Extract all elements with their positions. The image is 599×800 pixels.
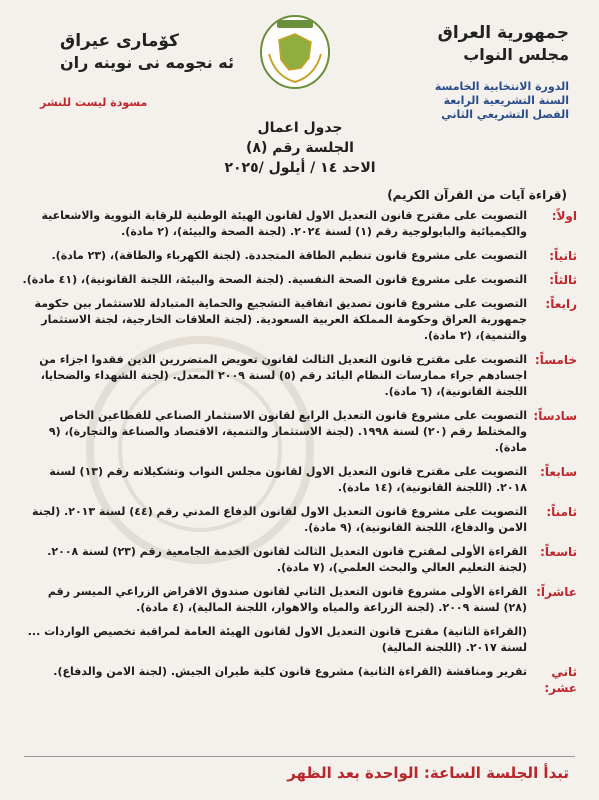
item-text: التصويت على مقترح قانون التعديل الاول لقانون الهيئة الوطنية للرقابة النووية والاشعاعية والكيميائية والبايولوجية رقم (١) لسنة ٢٠٢٤. (لجنة الصحة والبيئة)، (٢ مادة). (41, 209, 527, 238)
item-number: رابعاً: (545, 297, 577, 311)
country-name-kurdish: كۆمارى عيراق (60, 31, 179, 51)
item-text: التصويت على مقترح قانون التعديل الاول لقانون مجلس النواب وتشكيلاته رقم (١٣) لسنة ٢٠١٨. (اللجنة القانونية)، (١٤ مادة). (49, 465, 527, 494)
agenda-items (21, 208, 577, 704)
session-start-time: تبدأ الجلسة الساعة: الواحدة بعد الظهر (287, 764, 569, 782)
quran-recitation: (قراءة آيات من القرآن الكريم) (387, 188, 567, 202)
item-text: التصويت على مشروع قانون التعديل الاول لقانون الدفاع المدني رقم (٤٤) لسنة ٢٠١٣. (لجنة الامن والدفاع، اللجنة القانونية)، (٩ مادة). (31, 505, 527, 534)
item-number: ثامناً: (546, 505, 577, 519)
item-number: تاسعاً: (540, 545, 577, 559)
legislative-year: السنة التشريعية الرابعة (443, 94, 569, 107)
agenda-item (21, 584, 577, 616)
item-number: خامساً: (534, 353, 577, 367)
item-number: عاشراً: (536, 585, 577, 599)
agenda-heading (180, 118, 420, 178)
item-number: ثاني عشر: (544, 665, 577, 695)
agenda-title: جدول اعمال (257, 120, 343, 136)
item-text: التصويت على مشروع قانون تصديق اتفاقية التشجيع والحماية المتبادلة للاستثمار بين حكومة جمهورية العراق وحكومة المملكة العربية السعودية. (لجنة العلاقات الخارجية، لجنة الاستثمار والتنمية)، (٢ مادة). (34, 297, 527, 342)
item-text: القراءة الأولى لمقترح قانون التعديل الثالث لقانون الخدمة الجامعية رقم (٢٣) لسنة ٢٠٠٨. (لجنة التعليم العالي والبحث العلمي)، (٧ مادة). (47, 545, 527, 574)
agenda-item (21, 544, 577, 576)
agenda-item (21, 464, 577, 496)
header-left (60, 30, 260, 74)
item-text: التصويت على مقترح قانون التعديل الثالث لقانون تعويض المتضررين الذين فقدوا اجزاء من اجسادهم جراء ممارسات النظام البائد رقم (٥) لسنة ٢٠٠٩ المعدل. (لجنة الشهداء والضحايا، اللجنة القانونية)، (٦ مادة). (39, 353, 527, 398)
agenda-item (21, 352, 577, 400)
draft-label: مسودة ليست للنشر (40, 96, 148, 109)
item-number: ثانياً: (549, 249, 577, 263)
item-text: التصويت على مشروع قانون الصحة النفسية. (لجنة الصحة والبيئة، اللجنة القانونية)، (٤١ مادة). (22, 273, 527, 286)
session-number: الجلسة رقم (٨) (246, 140, 354, 156)
agenda-item (21, 624, 577, 656)
agenda-item (21, 208, 577, 240)
agenda-item (21, 272, 577, 288)
item-number: سابعاً: (540, 465, 577, 479)
agenda-item (21, 296, 577, 344)
header-right (369, 22, 569, 122)
electoral-cycle: الدورة الانتخابية الخامسة (434, 80, 569, 93)
item-text: تقرير ومناقشة (القراءة الثانية) مشروع قانون كلية طيران الجيش. (لجنة الامن والدفاع). (53, 665, 527, 678)
parliament-name-kurdish: ئه نجومه نى نوينه ران (60, 53, 234, 72)
agenda-item (21, 248, 577, 264)
item-text: التصويت على مشروع قانون تنظيم الطاقة المتجددة. (لجنة الكهرباء والطاقة)، (٢٣ مادة). (51, 249, 527, 262)
item-number: سادساً: (533, 409, 577, 423)
item-text: (القراءة الثانية) مقترح قانون التعديل الاول لقانون الهيئة العامة لمراقبة تخصيص الواردات ... لسنة ٢٠١٧. (اللجنة المالية) (27, 625, 527, 654)
item-number: ثالثاً: (549, 273, 577, 287)
agenda-item (21, 504, 577, 536)
parliament-logo-icon (255, 10, 335, 95)
agenda-item (21, 664, 577, 696)
agenda-item (21, 408, 577, 456)
item-text: القراءة الأولى مشروع قانون التعديل الثاني لقانون صندوق الاقراض الزراعي الميسر رقم (٢٨) لسنة ٢٠٠٩. (لجنة الزراعة والمياه والاهوار، اللجنة المالية)، (٤ مادة). (47, 585, 527, 614)
item-text: التصويت على مشروع قانون التعديل الرابع لقانون الاستثمار الصناعي للقطاعين الخاص والمختلط رقم (٢٠) لسنة ١٩٩٨. (لجنة الاستثمار والتنمية، الاقتصاد والصناعة والتجارة)، (٩ مادة). (48, 409, 527, 454)
legislative-term: الفصل التشريعي الثاني (441, 108, 569, 121)
footer-divider (24, 756, 575, 757)
item-number: اولاً: (551, 209, 577, 223)
session-date: الاحد ١٤ / أيلول /٢٠٢٥ (224, 160, 376, 176)
item-number (527, 624, 577, 656)
country-name: جمهورية العراق (437, 23, 569, 43)
parliament-name: مجلس النواب (463, 45, 569, 64)
